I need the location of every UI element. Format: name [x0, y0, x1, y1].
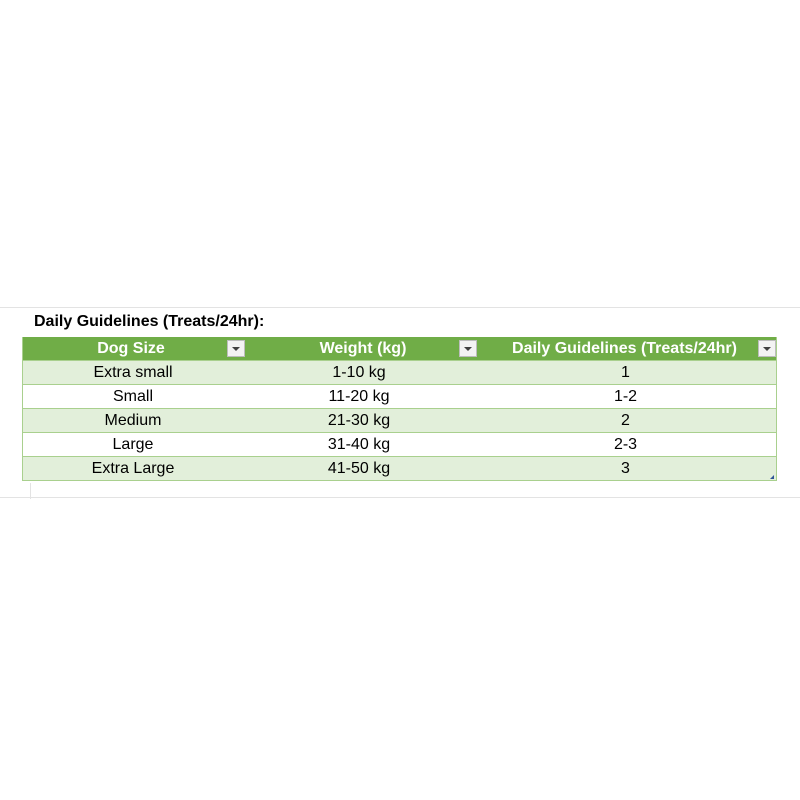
- gridline-left: [30, 483, 31, 499]
- dropdown-arrow-icon: [464, 347, 472, 351]
- cell-dog-size[interactable]: Extra Large: [91, 459, 175, 477]
- cell-dog-size[interactable]: Large: [112, 435, 154, 453]
- cell-weight[interactable]: 11-20 kg: [328, 387, 390, 405]
- table-row: [23, 433, 776, 457]
- dropdown-arrow-icon: [763, 347, 771, 351]
- header-label-daily-guidelines: Daily Guidelines (Treats/24hr): [512, 339, 737, 357]
- dropdown-arrow-icon: [232, 347, 240, 351]
- cell-daily-guidelines[interactable]: 1-2: [613, 387, 638, 405]
- guidelines-table: [22, 337, 777, 481]
- cell-daily-guidelines[interactable]: 2: [621, 411, 630, 429]
- cell-weight[interactable]: 31-40 kg: [327, 435, 391, 453]
- gridline-top: [0, 307, 800, 308]
- cell-weight[interactable]: 1-10 kg: [332, 363, 386, 381]
- table-caption: Daily Guidelines (Treats/24hr):: [34, 313, 265, 330]
- cell-daily-guidelines[interactable]: 3: [621, 459, 630, 477]
- table-header-row: [23, 337, 776, 361]
- cell-weight[interactable]: 41-50 kg: [327, 459, 391, 477]
- header-cell-weight[interactable]: [243, 337, 475, 360]
- header-label-weight: Weight (kg): [319, 339, 407, 357]
- table-row: [23, 457, 776, 481]
- table-row: [23, 385, 776, 409]
- table-row: [23, 409, 776, 433]
- cell-dog-size[interactable]: Extra small: [93, 363, 173, 381]
- filter-dropdown-daily-guidelines[interactable]: [758, 340, 776, 357]
- header-cell-daily-guidelines[interactable]: [475, 337, 776, 360]
- gridline-bottom: [0, 497, 800, 498]
- cell-weight[interactable]: 21-30 kg: [327, 411, 391, 429]
- table-resize-handle-icon[interactable]: [770, 475, 774, 479]
- header-cell-dog-size[interactable]: [23, 337, 243, 360]
- table-row: [23, 361, 776, 385]
- cell-dog-size[interactable]: Medium: [104, 411, 162, 429]
- cell-dog-size[interactable]: Small: [112, 387, 153, 405]
- cell-daily-guidelines[interactable]: 2-3: [613, 435, 638, 453]
- cell-daily-guidelines[interactable]: 1: [621, 363, 630, 381]
- header-label-dog-size: Dog Size: [97, 339, 165, 357]
